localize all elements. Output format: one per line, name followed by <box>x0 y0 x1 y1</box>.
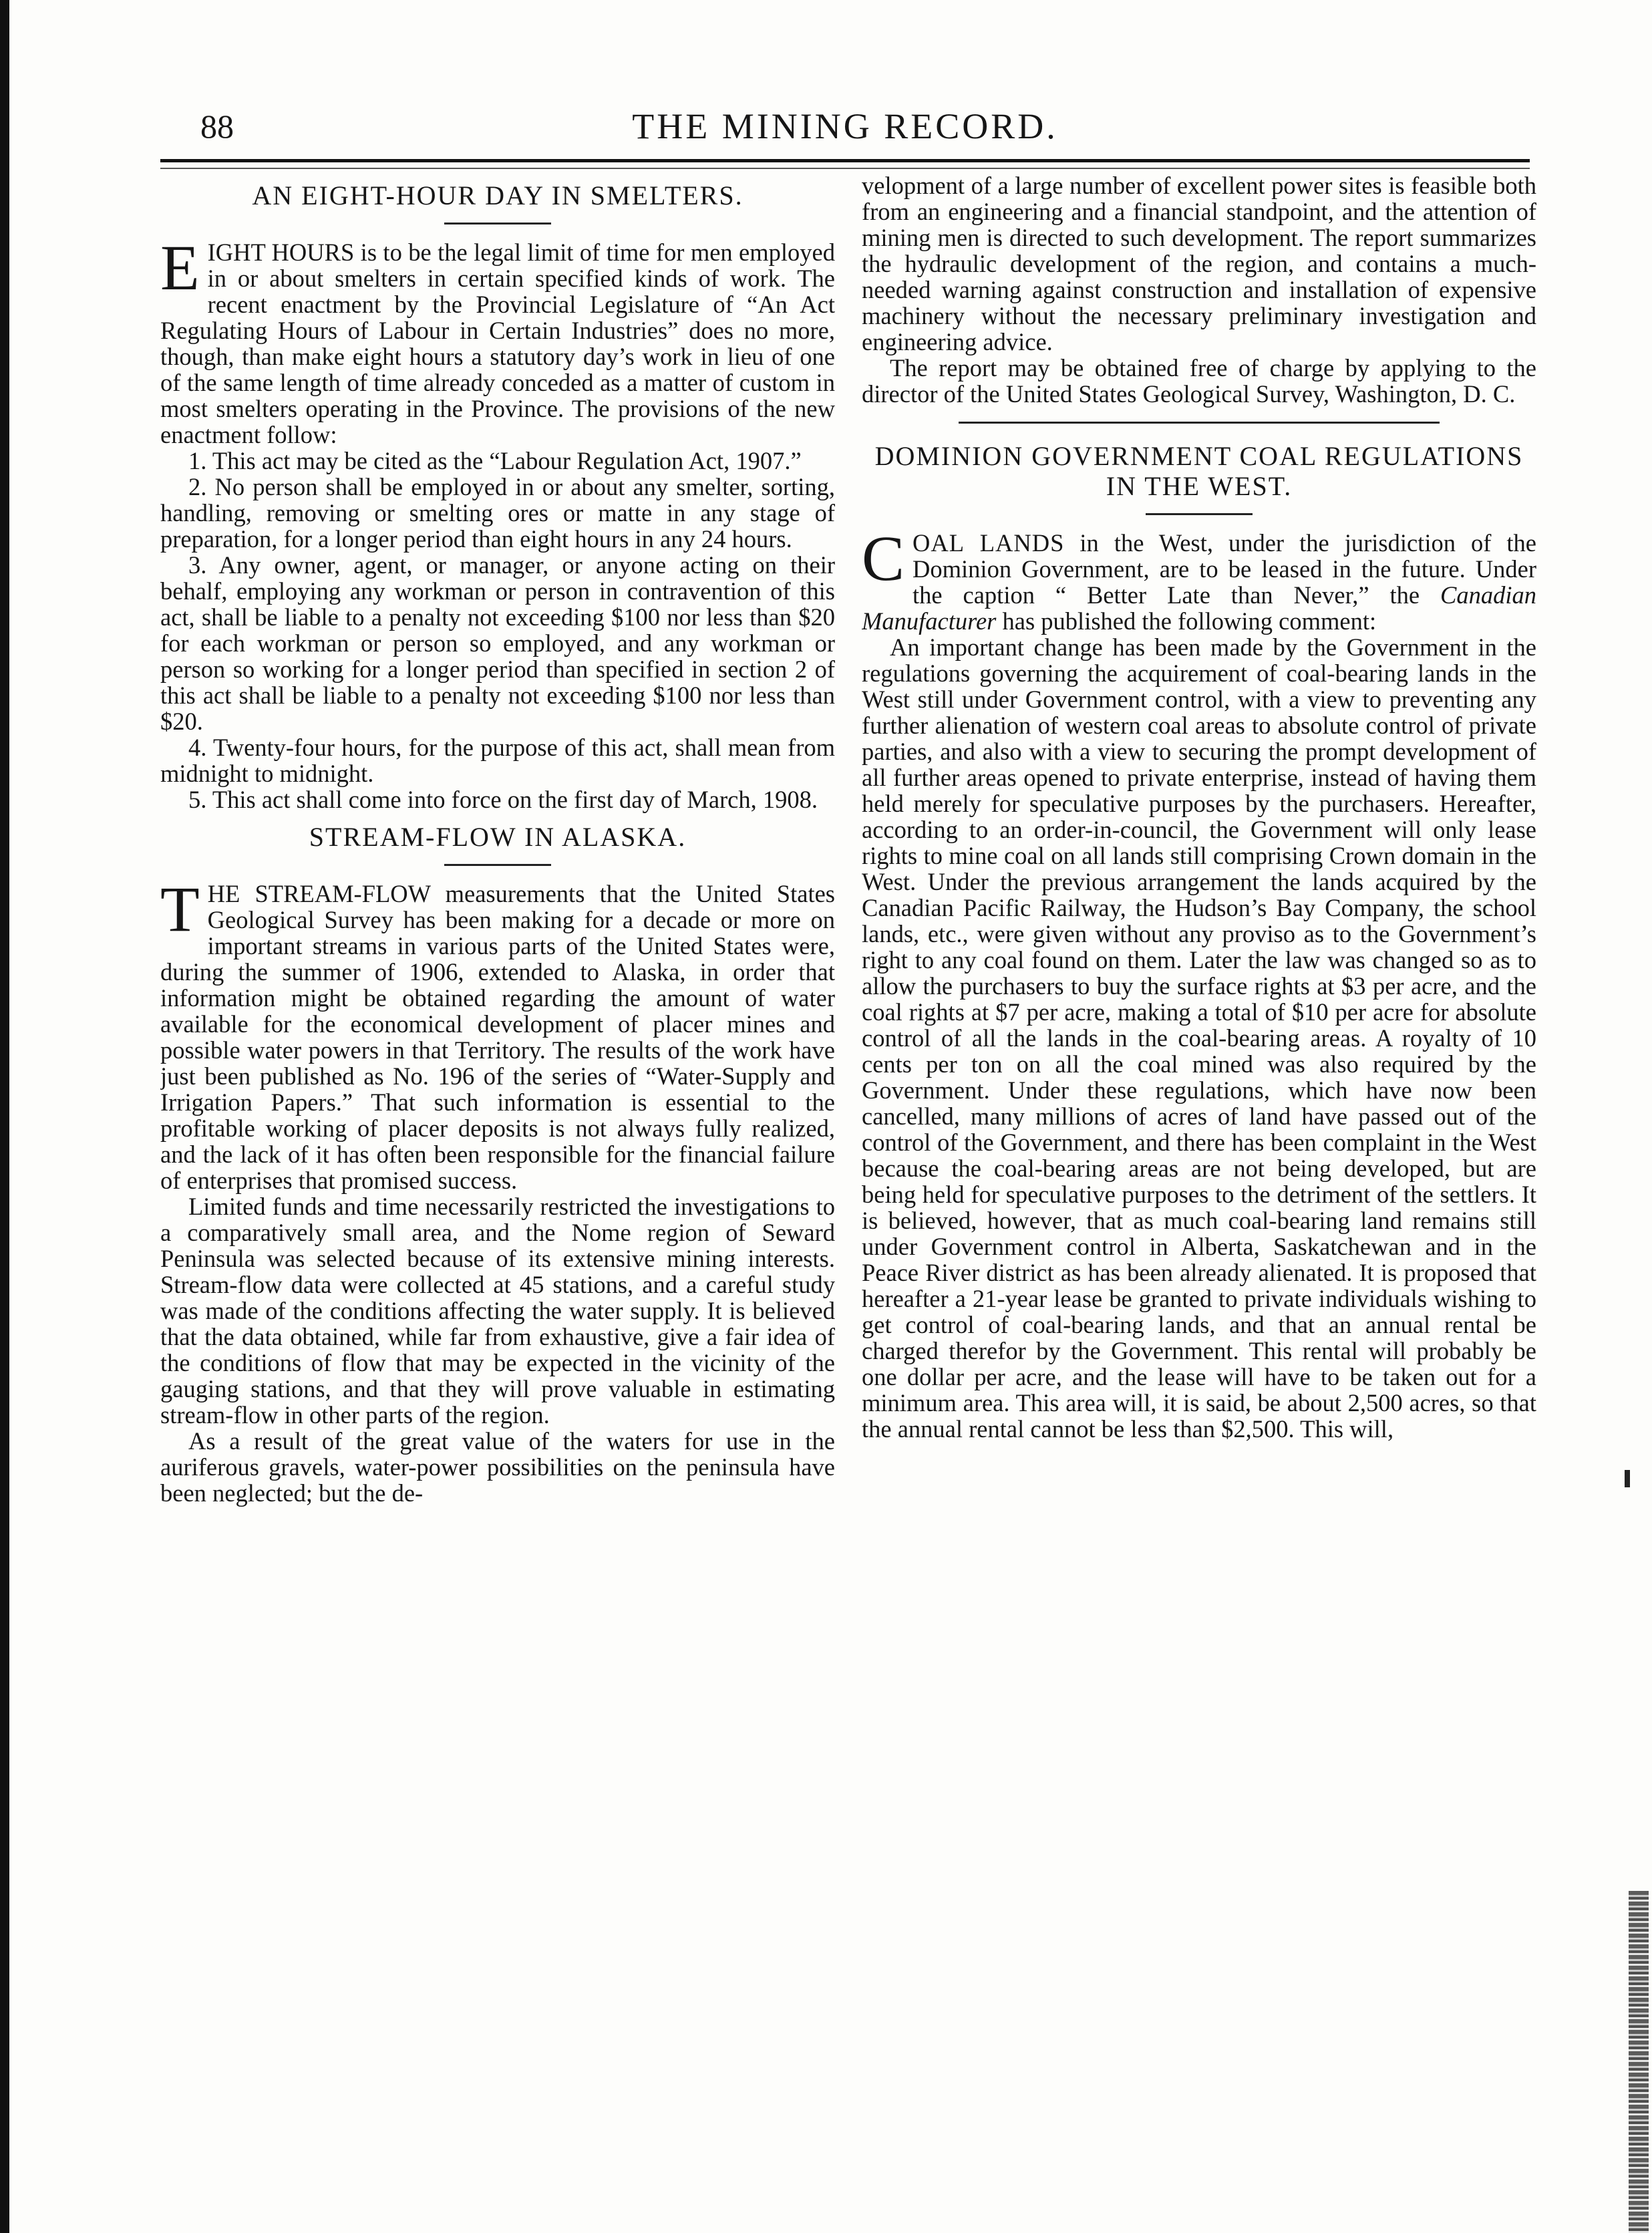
lead-text: IGHT HOURS is to be the legal limit of time for men employed in or about smelters in certain specified kinds of work. The recent enactment by the Provincial Legislature of “An Act Regulating Hours of Labour in Certain Industries” does no more, though, than make eight hours a statutory day’s work in lieu of one of the same length of time already conceded as a matter of custom in most smelters operating in the Province. The provisions of the new enactment follow: <box>160 239 835 448</box>
paragraph-continued <box>862 172 1536 355</box>
article-lead-alaska <box>160 873 835 1194</box>
headline-smelters: AN EIGHT-HOUR DAY IN SMELTERS. <box>252 180 744 210</box>
dropcap: E <box>160 232 200 303</box>
publication-name: Canadian Manufacturer <box>862 581 1536 635</box>
provision-1: 1. This act may be cited as the “Labour Regulation Act, 1907.” <box>188 447 802 474</box>
scan-right-edge <box>1629 1891 1649 2233</box>
paragraph: The report may be obtained free of charge by applying to the director of the United States Geological Survey, Washington, D. C. <box>862 354 1536 408</box>
provision-3: 3. Any owner, agent, or manager, or anyone acting on their behalf, employing any workman or person in contravention of this act, shall be liable to a penalty not exceeding $100 nor less than $20 for each workman or person so employed, and any workman or person so working for a longer period than specified in section 2 of this act shall be liable to a penalty not exceeding $100 nor less than $20. <box>160 551 835 735</box>
provision-4: 4. Twenty-four hours, for the purpose of this act, shall mean from midnight to midnight. <box>160 734 835 787</box>
provision-5: 5. This act shall come into force on the first day of March, 1908. <box>188 786 818 813</box>
headline-rule <box>444 864 551 866</box>
headline-alaska: STREAM-FLOW IN ALASKA. <box>309 822 687 852</box>
headline-rule <box>1146 513 1253 515</box>
article-lead-smelters <box>160 232 835 448</box>
section-rule <box>959 422 1440 424</box>
lead-text: in the West, under the jurisdiction of the Dominion Government, are to be leased in the future. Under the caption “ Better Late than Never,” the <box>913 529 1536 609</box>
headline-coal: DOMINION GOVERNMENT COAL REGULATIONS IN THE WEST. <box>874 441 1524 501</box>
provision-2: 2. No person shall be employed in or about any smelter, sorting, handling, removing or smelting ores or matte in any stage of preparation, for a longer period than eight hours in any 24 hours. <box>160 473 835 553</box>
headline-rule <box>444 222 551 225</box>
lead-text: has published the following comment: <box>996 607 1377 635</box>
scan-left-edge <box>0 0 9 2233</box>
dropcap: C <box>862 523 905 594</box>
left-column <box>160 172 835 2210</box>
paragraph: As a result of the great value of the waters for use in the auriferous gravels, water-power possibilities on the peninsula have been neglected; but the de- <box>160 1427 835 1507</box>
scan-edge-mark <box>1625 1470 1630 1487</box>
paragraph: An important change has been made by the Government in the regulations governing the acquirement of coal-bearing lands in the West still under Government control, with a view to preventing any further alienation of western coal areas to absolute control of private parties, and also with a view to securing the prompt development of all further areas opened to private enterprise, instead of having them held merely for speculative purposes by the purchasers. Hereafter, according to an order-in-council, the Government will only lease rights to mine coal on all lands still comprising Crown domain in the West. Under the previous arrangement the lands acquired by the Canadian Pacific Railway, the Hudson’s Bay Company, the school lands, etc., were given without any proviso as to the Government’s right to any coal found on them. Later the law was changed so as to allow the purchasers to buy the surface rights at $3 per acre, and the coal rights at $7 per acre, making a total of $10 per acre for absolute control of all the lands in the coal-bearing areas. A royalty of 10 cents per ton on all the coal mined was also required by the Government. Under these regulations, which have now been cancelled, many millions of acres of land have passed out of the control of the Government, and there has been complaint in the West because the coal-bearing areas are not being developed, but are being held for speculative purposes to the detriment of the settlers. It is believed, however, that as much coal-bearing land remains still under Government control in Alberta, Saskatchewan and in the Peace River district as has been already alienated. It is proposed that hereafter a 21-year lease be granted to private individuals wishing to get control of coal-bearing lands, and that an annual rental be charged therefor by the Government. This rental will probably be one dollar per acre, and the lease will have to be taken out for a minimum area. This area will, it is said, be about 2,500 acres, so that the annual rental cannot be less than $2,500. This will, <box>862 633 1536 1443</box>
dropcap: T <box>160 873 200 945</box>
lead-text: HE STREAM-FLOW measurements that the United States Geological Survey has been making for a decade or more on important streams in various parts of the United States were, during the summer of 1906, extended to Alaska, in order that information might be obtained regarding the amount of water available for the economical development of placer mines and possible water powers in that Territory. The results of the work have just been published as No. 196 of the series of “Water-Supply and Irrigation Papers.” That such information is essential to the profitable working of placer deposits is not always fully realized, and the lack of it has often been responsible for the financial failure of enterprises that promised success. <box>160 880 835 1194</box>
running-head <box>160 102 1530 162</box>
article-lead-coal <box>862 523 1536 635</box>
lead-caps: OAL LANDS <box>913 529 1065 557</box>
page-number: 88 <box>200 108 234 145</box>
journal-title: THE MINING RECORD. <box>632 106 1058 146</box>
right-column-body <box>862 172 1536 2210</box>
header-rule <box>160 159 1530 169</box>
paragraph: Limited funds and time necessarily restricted the investigations to a comparatively small area, and the Nome region of Seward Peninsula was selected because of its extensive mining interests. Stream-flow data were collected at 45 stations, and a careful study was made of the conditions affecting the water supply. It is believed that the data obtained, while far from exhaustive, give a fair idea of the conditions of flow that may be expected in the vicinity of the gauging stations, and that they will prove valuable in estimating stream-flow in other parts of the region. <box>160 1193 835 1429</box>
continued-text: velopment of a large number of excellent power sites is feasible both from an engineering and a financial standpoint, and the attention of mining men is directed to such development. The report summarizes the hydraulic development of the region, and contains a much-needed warning against construction and installation of expensive machinery without the necessary preliminary investigation and engineering advice. <box>862 172 1536 355</box>
